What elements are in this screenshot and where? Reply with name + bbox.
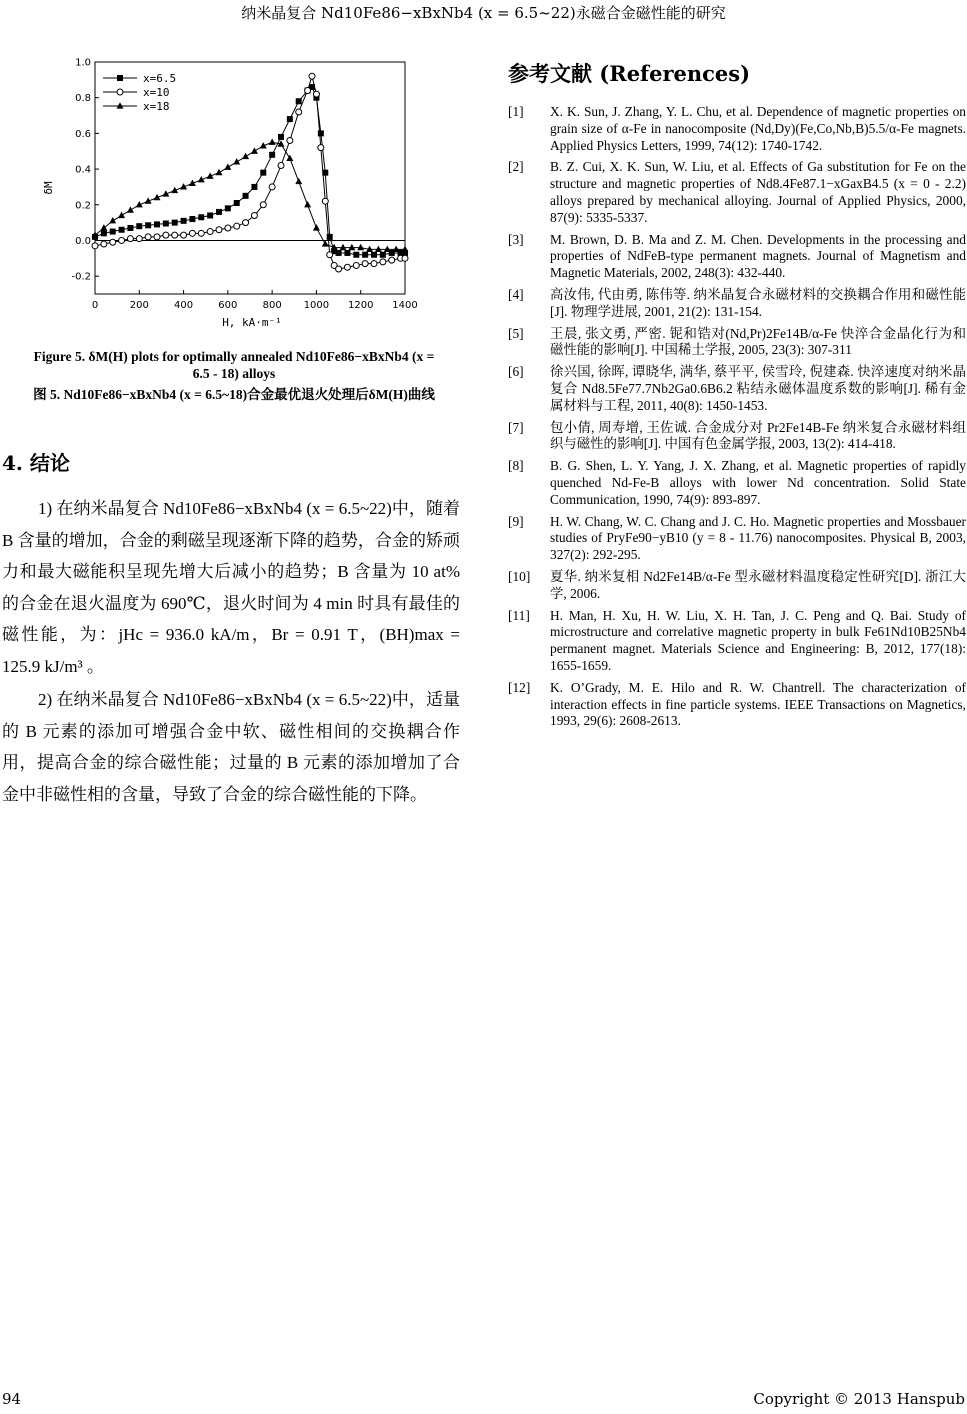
series-square [92,84,408,258]
reference-number: [10] [508,568,531,584]
data-point-square [117,75,123,81]
data-point-triangle [109,217,116,223]
data-point-circle [380,259,386,265]
data-point-circle [260,202,266,208]
data-point-circle [145,234,151,240]
data-point-circle [172,232,178,238]
data-point-triangle [224,163,231,169]
y-tick-label: -0.2 [71,271,91,283]
data-point-triangle [100,224,107,230]
data-point-triangle [357,244,364,250]
data-point-square [101,230,107,236]
series-line [95,142,405,249]
reference-number: [6] [508,364,524,380]
reference-number: [4] [508,286,524,302]
caption-line-1: Figure 5. δM(H) plots for optimally annealed Nd10Fe86−xBxNb4 (x = [33,349,435,364]
data-point-triangle [216,169,223,175]
data-point-square [362,252,368,258]
data-point-square [181,218,187,224]
data-point-square [269,152,275,158]
legend-label: x=10 [143,86,170,99]
data-point-square [216,209,222,215]
data-point-square [278,134,284,140]
data-point-circle [92,243,98,249]
data-point-circle [163,232,169,238]
data-point-triangle [233,158,240,164]
data-point-circle [119,237,125,243]
data-point-circle [207,229,213,235]
reference-item [508,514,966,564]
reference-number: [3] [508,231,524,247]
data-point-circle [305,88,311,94]
conclusion-paragraph-2: 2) 在纳米晶复合 Nd10Fe86−xBxNb4 (x = 6.5~22)中，适量的 B 元素的添加可增强合金中软、磁性相间的交换耦合作用，提高合金的综合磁性能；过量的 B 元素的添加增加了合金中非磁性相的含量，导致了合金的综合磁性能的下降。 [2,690,460,804]
section-title: 4. 结论 [2,451,70,475]
reference-number: [8] [508,458,524,474]
reference-item [508,287,966,321]
data-point-circle [327,252,333,258]
reference-text: 高汝伟, 代由勇, 陈伟等. 纳米晶复合永磁材料的交换耦合作用和磁性能[J]. 物理学进展, 2001, 21(2): 131-154. [550,286,966,319]
references-title: 参考文献 (References) [508,61,751,86]
running-header: 纳米晶复合 Nd10Fe86−xBxNb4 (x = 6.5~22)永磁合金磁性能的研究 [241,4,726,22]
data-point-circle [154,234,160,240]
y-tick-label: 0.6 [75,128,91,140]
data-point-circle [110,239,116,245]
data-point-circle [181,232,187,238]
data-point-circle [101,241,107,247]
data-point-circle [189,230,195,236]
data-point-triangle [340,244,347,250]
reference-text: 王晨, 张文勇, 严密. 铌和锆对(Nd,Pr)2Fe14B/α-Fe 快淬合金晶化行为和磁性能的影响[J]. 中国稀土学报, 2005, 23(3): 307-311 [550,325,966,358]
data-point-circle [287,138,293,144]
data-point-triangle [118,212,125,218]
data-point-triangle [295,178,302,184]
data-point-circle [225,225,231,231]
data-point-circle [402,255,408,261]
data-point-square [344,250,350,256]
data-point-triangle [384,246,391,252]
data-point-triangle [304,201,311,207]
caption-line-2: 6.5 - 18) alloys [192,366,276,381]
data-point-circle [371,261,377,267]
data-point-square [154,221,160,227]
data-point-square [371,252,377,258]
reference-text: X. K. Sun, J. Zhang, Y. L. Chu, et al. Dependence of magnetic properties on grain size of α-Fe in nanocomposite (Nd,Dy)(Fe,Co,Nb,B)5.5/α-Fe magnets. Applied Physics Letters, 1999, 74(12): 1740-1742. [550,104,966,153]
data-point-circle [313,91,319,97]
reference-text: H. W. Chang, W. C. Chang and J. C. Ho. Magnetic properties and Mossbauer studies of PryFe90−yB10 (y = 8 - 11.76) nanocomposites. Physical B, 2003, 327(2): 292-295. [550,513,966,563]
reference-item [508,458,966,508]
data-point-circle [336,266,342,272]
data-point-triangle [269,139,276,145]
data-point-square [353,252,359,258]
reference-number: [1] [508,104,524,119]
data-point-triangle [393,246,400,252]
reference-number: [9] [508,513,524,529]
data-point-square [189,216,195,222]
reference-text: M. Brown, D. B. Ma and Z. M. Chen. Developments in the processing and properties of NdFeB-type permanent magnets. Journal of Magnetism and Magnetic Materials, 2002, 248(3): 432-440. [550,231,966,281]
figure-caption-en [0,348,468,382]
data-point-circle [296,109,302,115]
page-number: 94 [2,1390,22,1408]
reference-text: B. G. Shen, L. Y. Yang, J. X. Zhang, et al. Magnetic properties of rapidly quenched Nd-Fe-B alloys with lower Nd concentration. Solid State Communication, 1990, 74(9): 893-897. [550,458,966,507]
x-tick-label: 1200 [347,300,374,311]
y-tick-label: 0.0 [75,235,91,247]
data-point-triangle [286,155,293,161]
data-point-circle [389,257,395,263]
reference-number: [7] [508,419,524,435]
conclusion-paragraph-1: 1) 在纳米晶复合 Nd10Fe86−xBxNb4 (x = 6.5~22)中，随着 B 含量的增加，合金的剩磁呈现逐渐下降的趋势，合金的矫顽力和最大磁能积呈现先增大后减小的趋势；B 含量为 10 at%的合金在退火温度为 690℃，退火时间为 4 min 时具有最佳的磁性能，为：jHc = 936.0 kA/m，Br = 0.91 T，(BH)max = 125.9 kJ/m³ 。 [2,499,460,676]
data-point-square [225,205,231,211]
data-point-triangle [348,244,355,250]
reference-number: [5] [508,325,524,341]
data-point-circle [269,184,275,190]
data-point-square [336,250,342,256]
x-tick-label: 400 [174,300,194,311]
data-point-triangle [402,246,409,252]
data-point-triangle [375,246,382,252]
data-point-square [243,193,249,199]
data-point-triangle [313,224,320,230]
data-point-square [198,214,204,220]
x-tick-label: 1000 [303,300,330,311]
reference-item [508,364,966,414]
data-point-square [163,221,169,227]
data-point-triangle [242,153,249,159]
reference-number: [11] [508,607,530,623]
reference-text: 夏华. 纳米复相 Nd2Fe14B/α-Fe 型永磁材料温度稳定性研究[D]. 浙江大学, 2006. [550,568,966,601]
data-point-square [145,222,151,228]
data-point-square [287,116,293,122]
reference-number: [2] [508,159,524,175]
reference-item [508,608,966,675]
copyright: Copyright © 2013 Hanspub [753,1390,965,1408]
reference-item [508,569,966,603]
data-point-square [296,98,302,104]
reference-text: 徐兴国, 徐晖, 谭晓华, 满华, 蔡平平, 侯雪玲, 倪建森. 快淬速度对纳米晶复合 Nd8.5Fe77.7Nb2Ga0.6B6.2 粘结永磁体温度系数的影响[J]. 稀有金属材料与工程, 2011, 40(8): 1450-1453. [550,364,966,413]
figure-caption-zh: 图 5. Nd10Fe86−xBxNb4 (x = 6.5~18)合金最优退火处理后δM(H)曲线 [33,387,435,402]
data-point-square [251,184,257,190]
x-tick-label: 0 [91,300,99,311]
legend-label: x=18 [143,100,170,113]
data-point-square [110,229,116,235]
reference-text: B. Z. Cui, X. K. Sun, W. Liu, et al. Effects of Ga substitution for Fe on the structure and magnetic properties of Nd8.4Fe87.1−xGaxB4.5 (x = 0 - 2.2) alloys prepared by mechanical alloying. Journal of Applied Physics, 2000, 87(9): 5335-5337. [550,159,966,225]
y-axis-label: δM [42,181,55,195]
series-triangle [92,139,409,252]
data-point-circle [362,261,368,267]
reference-text: 包小倩, 周寿增, 王佐诚. 合金成分对 Pr2Fe14B-Fe 纳米复合永磁材料组织与磁性的影响[J]. 中国有色金属学报, 2003, 13(2): 414-418. [550,419,966,452]
reference-item [508,420,966,454]
data-point-circle [318,145,324,151]
reference-item [508,680,966,730]
y-tick-label: 0.4 [75,164,91,176]
data-point-square [234,200,240,206]
legend-label: x=6.5 [143,72,177,85]
series-line [95,87,405,255]
x-axis-label: H, kA·m⁻¹ [222,316,282,329]
data-point-square [172,220,178,226]
data-point-square [260,170,266,176]
data-point-square [119,227,125,233]
data-point-circle [243,220,249,226]
x-tick-label: 600 [218,300,238,311]
data-point-triangle [322,240,329,246]
reference-item [508,159,966,226]
x-tick-label: 800 [262,300,282,311]
data-point-circle [344,264,350,270]
reference-list [508,104,966,735]
data-point-circle [278,163,284,169]
x-tick-label: 200 [129,300,149,311]
data-point-square [318,130,324,136]
data-point-triangle [117,102,124,108]
y-tick-label: 0.2 [75,200,91,212]
data-point-circle [198,230,204,236]
data-point-circle [309,73,315,79]
data-point-triangle [251,147,258,153]
reference-item [508,232,966,282]
y-tick-label: 1.0 [75,57,91,69]
y-tick-label: 0.8 [75,93,91,105]
data-point-circle [136,236,142,242]
reference-item [508,104,966,154]
reference-text: H. Man, H. Xu, H. W. Liu, X. H. Tan, J. C. Peng and Q. Bai. Study of microstructure and correlative magnetic property in bulk Fe61Nd10B25Nb4 permanent magnet. Materials Science and Engineering: B, 2012, 177(18): 1655-1659. [550,607,966,673]
data-point-square [207,212,213,218]
data-point-triangle [127,206,134,212]
reference-item [508,326,966,360]
data-point-circle [322,198,328,204]
data-point-circle [117,89,123,95]
data-point-circle [353,262,359,268]
data-point-circle [234,223,240,229]
data-point-circle [127,236,133,242]
reference-text: K. O’Grady, M. E. Hilo and R. W. Chantrell. The characterization of interaction effects in fine particle systems. IEEE Transactions on Magnetics, 1993, 29(6): 2608-2613. [550,679,966,729]
delta-m-chart [30,50,450,335]
x-tick-label: 1400 [392,300,418,311]
reference-number: [12] [508,679,531,695]
series-circle [92,73,408,272]
data-point-square [136,223,142,229]
plot-frame [95,62,405,294]
data-point-square [127,225,133,231]
data-point-circle [216,227,222,233]
legend [103,72,176,113]
data-point-square [380,252,386,258]
data-point-circle [251,212,257,218]
